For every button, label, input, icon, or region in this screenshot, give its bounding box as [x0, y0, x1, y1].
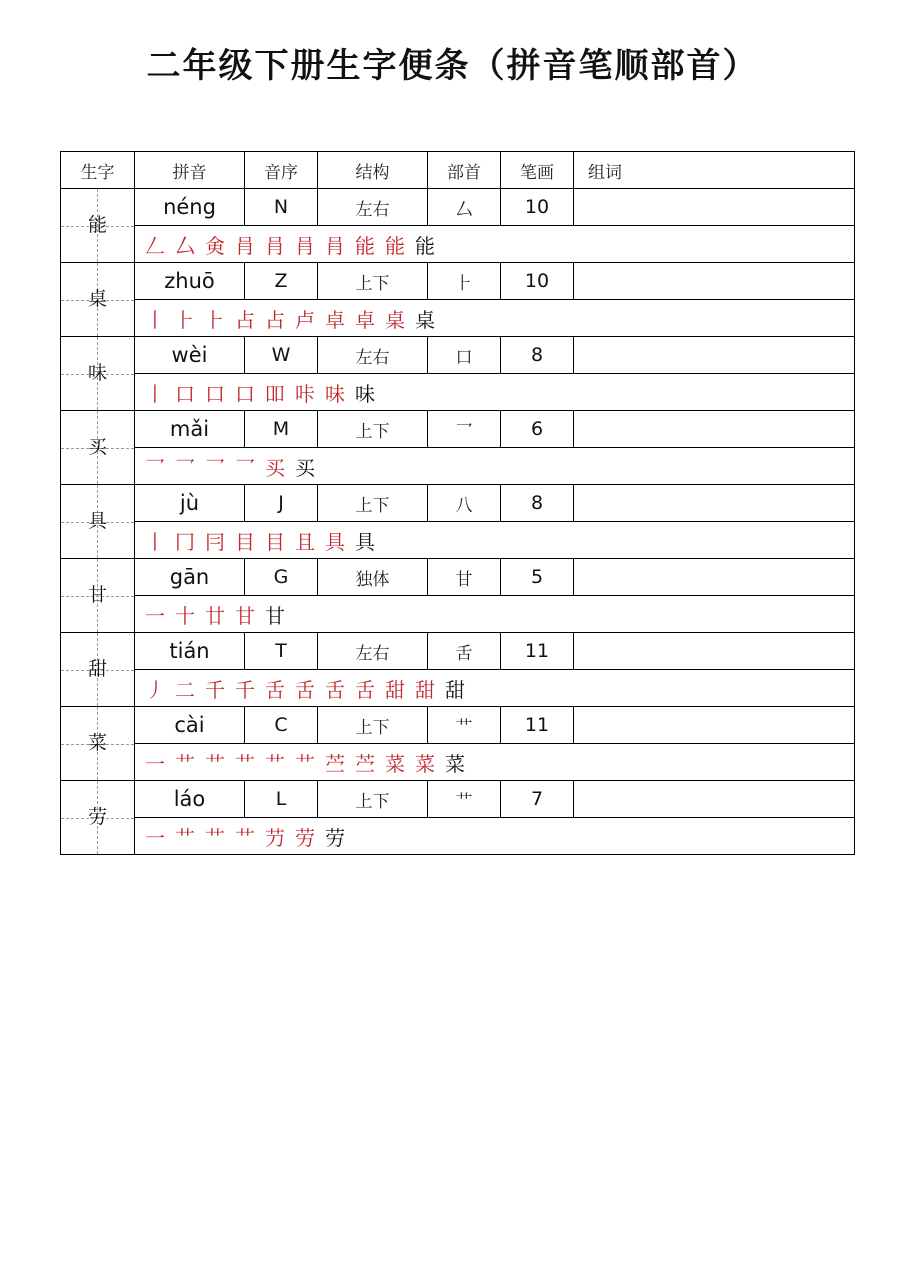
order-cell: L — [245, 781, 318, 818]
stroke-step: 目 — [235, 529, 255, 554]
stroke-step: 劳 — [295, 825, 315, 850]
char-info-row — [61, 189, 855, 226]
stroke-order-row — [61, 522, 855, 559]
character: 桌 — [87, 288, 107, 310]
order-cell: W — [245, 337, 318, 374]
stroke-order-cell — [135, 374, 855, 411]
stroke-step: 丨 — [145, 381, 165, 406]
stroke-step: 艹 — [265, 751, 285, 776]
structure-cell: 上下 — [318, 263, 428, 300]
radical-cell: 艹 — [428, 781, 501, 818]
stroke-step: 占 — [265, 307, 285, 332]
structure-cell: 上下 — [318, 781, 428, 818]
stroke-step: 肙 — [265, 233, 285, 258]
stroke-order-cell — [135, 300, 855, 337]
stroke-step: 冃 — [205, 529, 225, 554]
stroke-order-cell — [135, 744, 855, 781]
stroke-step: 苎 — [325, 751, 345, 776]
stroke-step: 千 — [235, 677, 255, 702]
stroke-step: 能 — [355, 233, 375, 258]
char-cell — [61, 411, 135, 485]
stroke-step: 苎 — [355, 751, 375, 776]
stroke-count-cell: 7 — [501, 781, 574, 818]
char-cell — [61, 263, 135, 337]
stroke-count-cell: 8 — [501, 485, 574, 522]
stroke-step: 味 — [325, 381, 345, 406]
stroke-step: 口 — [235, 381, 255, 406]
pinyin-cell: tián — [135, 633, 245, 670]
structure-cell: 左右 — [318, 337, 428, 374]
header-char: 生字 — [61, 152, 135, 189]
stroke-step: 目 — [265, 529, 285, 554]
stroke-count-cell: 10 — [501, 263, 574, 300]
stroke-step: 口 — [205, 381, 225, 406]
order-cell: C — [245, 707, 318, 744]
stroke-step: 艹 — [175, 751, 195, 776]
char-info-row — [61, 781, 855, 818]
stroke-order-cell — [135, 818, 855, 855]
stroke-order-cell — [135, 596, 855, 633]
stroke-step: 一 — [145, 603, 165, 628]
order-cell: N — [245, 189, 318, 226]
character-table — [60, 151, 855, 855]
character: 能 — [87, 214, 107, 236]
stroke-order-row — [61, 596, 855, 633]
structure-cell: 上下 — [318, 485, 428, 522]
radical-cell: 艹 — [428, 707, 501, 744]
order-cell: Z — [245, 263, 318, 300]
stroke-step: 买 — [265, 455, 285, 480]
stroke-step: 甜 — [415, 677, 435, 702]
radical-cell: 厶 — [428, 189, 501, 226]
character: 劳 — [87, 806, 107, 828]
order-cell: G — [245, 559, 318, 596]
stroke-order-cell — [135, 670, 855, 707]
structure-cell: 上下 — [318, 707, 428, 744]
stroke-step: 具 — [355, 529, 375, 554]
structure-cell: 独体 — [318, 559, 428, 596]
stroke-order-row — [61, 226, 855, 263]
header-radical: 部首 — [428, 152, 501, 189]
stroke-step: 艹 — [235, 825, 255, 850]
stroke-step: 占 — [235, 307, 255, 332]
stroke-order-cell — [135, 448, 855, 485]
pinyin-cell: néng — [135, 189, 245, 226]
pinyin-cell: zhuō — [135, 263, 245, 300]
stroke-step: 千 — [205, 677, 225, 702]
pinyin-cell: gān — [135, 559, 245, 596]
stroke-count-cell: 10 — [501, 189, 574, 226]
stroke-step: 咔 — [295, 381, 315, 406]
stroke-step: 味 — [355, 381, 375, 406]
stroke-step: 吅 — [265, 381, 285, 406]
stroke-step: 甘 — [235, 603, 255, 628]
pinyin-cell: wèi — [135, 337, 245, 374]
words-cell[interactable] — [574, 633, 855, 670]
structure-cell: 左右 — [318, 633, 428, 670]
stroke-step: 菜 — [385, 751, 405, 776]
words-cell[interactable] — [574, 263, 855, 300]
character: 甘 — [87, 584, 107, 606]
words-cell[interactable] — [574, 411, 855, 448]
stroke-step: 乛 — [145, 455, 165, 480]
char-info-row — [61, 337, 855, 374]
words-cell[interactable] — [574, 707, 855, 744]
stroke-count-cell: 11 — [501, 707, 574, 744]
character: 买 — [87, 436, 107, 458]
stroke-step: 艹 — [205, 751, 225, 776]
radical-cell: 乛 — [428, 411, 501, 448]
stroke-step: 菜 — [415, 751, 435, 776]
stroke-step: 能 — [415, 233, 435, 258]
stroke-step: ⺊ — [205, 307, 225, 332]
stroke-step: 肙 — [325, 233, 345, 258]
stroke-step: 甜 — [385, 677, 405, 702]
pinyin-cell: cài — [135, 707, 245, 744]
stroke-step: 甘 — [265, 603, 285, 628]
stroke-step: 舌 — [325, 677, 345, 702]
char-info-row — [61, 559, 855, 596]
stroke-step: 㑒 — [205, 233, 225, 258]
stroke-step: ⺊ — [175, 307, 195, 332]
char-cell — [61, 633, 135, 707]
stroke-step: 肙 — [235, 233, 255, 258]
stroke-step: 口 — [175, 381, 195, 406]
radical-cell: 甘 — [428, 559, 501, 596]
stroke-order-row — [61, 300, 855, 337]
stroke-count-cell: 6 — [501, 411, 574, 448]
words-cell[interactable] — [574, 781, 855, 818]
pinyin-cell: láo — [135, 781, 245, 818]
radical-cell: 口 — [428, 337, 501, 374]
header-words: 组词 — [574, 152, 855, 189]
stroke-step: 舌 — [355, 677, 375, 702]
stroke-step: 二 — [175, 677, 195, 702]
char-cell — [61, 337, 135, 411]
stroke-step: 丨 — [145, 529, 165, 554]
char-cell — [61, 559, 135, 633]
words-cell[interactable] — [574, 189, 855, 226]
char-cell — [61, 781, 135, 855]
page-title: 二年级下册生字便条（拼音笔顺部首） — [146, 46, 759, 86]
stroke-order-row — [61, 744, 855, 781]
stroke-step: 乛 — [175, 455, 195, 480]
stroke-step: 劳 — [325, 825, 345, 850]
char-info-row — [61, 707, 855, 744]
stroke-step: 桌 — [415, 307, 435, 332]
stroke-step: 厶 — [175, 233, 195, 258]
stroke-step: 艹 — [235, 751, 255, 776]
stroke-step: 芀 — [265, 825, 285, 850]
header-pinyin: 拼音 — [135, 152, 245, 189]
order-cell: M — [245, 411, 318, 448]
stroke-step: 𠃋 — [145, 233, 165, 258]
header-structure: 结构 — [318, 152, 428, 189]
stroke-step: 乛 — [235, 455, 255, 480]
stroke-step: 冂 — [175, 529, 195, 554]
stroke-order-row — [61, 670, 855, 707]
stroke-step: 具 — [325, 529, 345, 554]
order-cell: T — [245, 633, 318, 670]
stroke-step: 艹 — [175, 825, 195, 850]
char-info-row — [61, 485, 855, 522]
stroke-step: 廿 — [205, 603, 225, 628]
radical-cell: 舌 — [428, 633, 501, 670]
stroke-step: 且 — [295, 529, 315, 554]
structure-cell: 上下 — [318, 411, 428, 448]
char-info-row — [61, 633, 855, 670]
stroke-step: 卓 — [325, 307, 345, 332]
character: 甜 — [87, 658, 107, 680]
header-strokes: 笔画 — [501, 152, 574, 189]
stroke-order-row — [61, 818, 855, 855]
pinyin-cell: jù — [135, 485, 245, 522]
stroke-step: 艹 — [205, 825, 225, 850]
stroke-step: 乛 — [205, 455, 225, 480]
stroke-order-cell — [135, 522, 855, 559]
words-cell[interactable] — [574, 485, 855, 522]
stroke-step: 舌 — [265, 677, 285, 702]
char-info-row — [61, 411, 855, 448]
stroke-step: 菜 — [445, 751, 465, 776]
stroke-step: 甜 — [445, 677, 465, 702]
header-order: 音序 — [245, 152, 318, 189]
character: 味 — [87, 362, 107, 384]
char-info-row — [61, 263, 855, 300]
stroke-step: 舌 — [295, 677, 315, 702]
char-cell — [61, 707, 135, 781]
words-cell[interactable] — [574, 337, 855, 374]
stroke-count-cell: 11 — [501, 633, 574, 670]
stroke-step: 买 — [295, 455, 315, 480]
stroke-step: 桌 — [385, 307, 405, 332]
character: 菜 — [87, 732, 107, 754]
stroke-step: 肙 — [295, 233, 315, 258]
radical-cell: ⺊ — [428, 263, 501, 300]
stroke-count-cell: 5 — [501, 559, 574, 596]
words-cell[interactable] — [574, 559, 855, 596]
stroke-step: 能 — [385, 233, 405, 258]
stroke-order-row — [61, 374, 855, 411]
pinyin-cell: mǎi — [135, 411, 245, 448]
stroke-order-row — [61, 448, 855, 485]
stroke-count-cell: 8 — [501, 337, 574, 374]
order-cell: J — [245, 485, 318, 522]
stroke-step: 卢 — [295, 307, 315, 332]
stroke-step: 十 — [175, 603, 195, 628]
stroke-order-cell — [135, 226, 855, 263]
char-cell — [61, 189, 135, 263]
stroke-step: 艹 — [295, 751, 315, 776]
stroke-step: 丿 — [145, 677, 165, 702]
structure-cell: 左右 — [318, 189, 428, 226]
stroke-step: 卓 — [355, 307, 375, 332]
stroke-step: 丨 — [145, 307, 165, 332]
stroke-step: 一 — [145, 825, 165, 850]
char-cell — [61, 485, 135, 559]
table-header-row — [61, 152, 855, 189]
radical-cell: 八 — [428, 485, 501, 522]
stroke-step: 一 — [145, 751, 165, 776]
character: 具 — [87, 510, 107, 532]
